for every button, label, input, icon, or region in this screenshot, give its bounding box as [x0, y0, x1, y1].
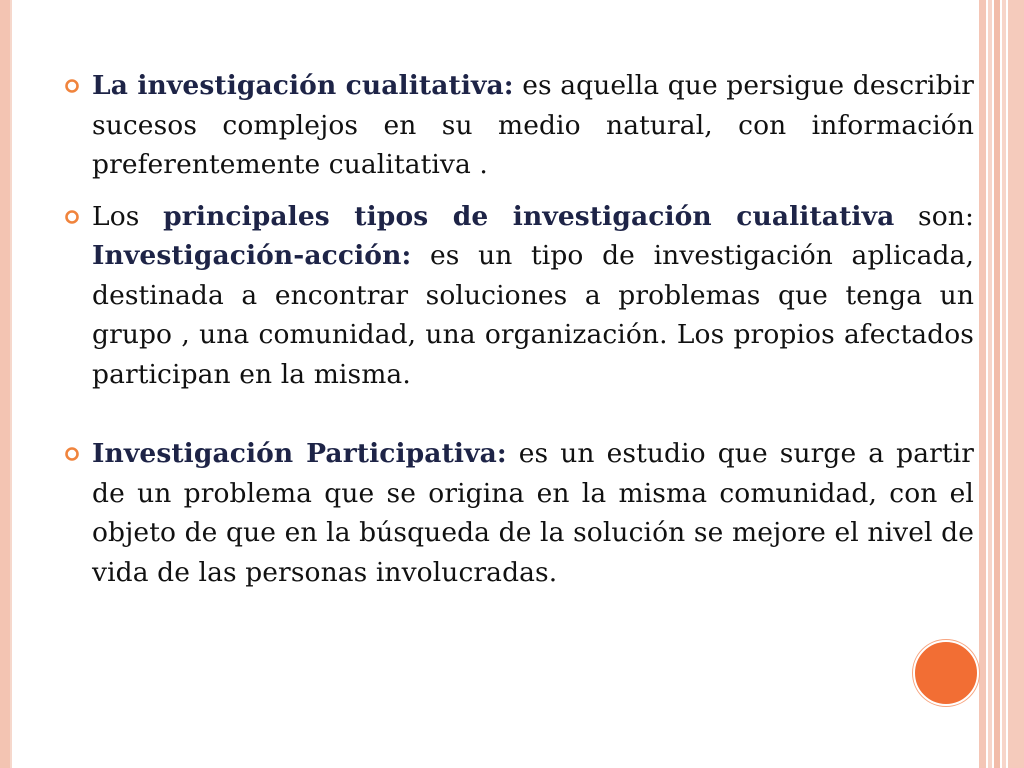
ring-bullet-icon: [64, 209, 80, 225]
right-stripe: [979, 0, 986, 768]
right-stripe: [1002, 0, 1006, 768]
bullet-term: principales tipos de investigación cualitativa: [163, 200, 895, 232]
ring-bullet-icon: [64, 446, 80, 462]
bullet-text: es un tipo de investigación aplicada, destinada a encontrar soluciones a problemas que tenga un grupo , una comunidad, una organización. Los propios afectados participan en la misma.: [92, 240, 974, 390]
right-stripe: [988, 0, 992, 768]
decorative-circle: [913, 640, 979, 706]
bullet-text: es aquella que persigue describir sucesos complejos en su medio natural, con información preferentemente cualitativa .: [92, 70, 974, 180]
right-stripe: [1008, 0, 1024, 768]
left-border: [0, 0, 10, 768]
bullet-item: [64, 197, 974, 395]
bullet-term: Investigación Participativa:: [92, 438, 507, 469]
bullet-text: son:: [894, 200, 974, 232]
bullet-term: La investigación cualitativa:: [92, 70, 514, 101]
right-stripe: [994, 0, 1000, 768]
bullet-text: Los: [92, 200, 164, 232]
bullet-text: es un estudio que surge a partir de un problema que se origina en la misma comunidad, con el objeto de que en la búsqueda de la solución se mejore el nivel de vida de las personas involucradas.: [92, 438, 974, 588]
slide-body: [64, 66, 974, 592]
bullet-item: [64, 66, 974, 185]
bullet-term: Investigación-acción:: [92, 240, 412, 271]
bullet-item: [64, 434, 974, 592]
ring-bullet-icon: [64, 78, 80, 94]
